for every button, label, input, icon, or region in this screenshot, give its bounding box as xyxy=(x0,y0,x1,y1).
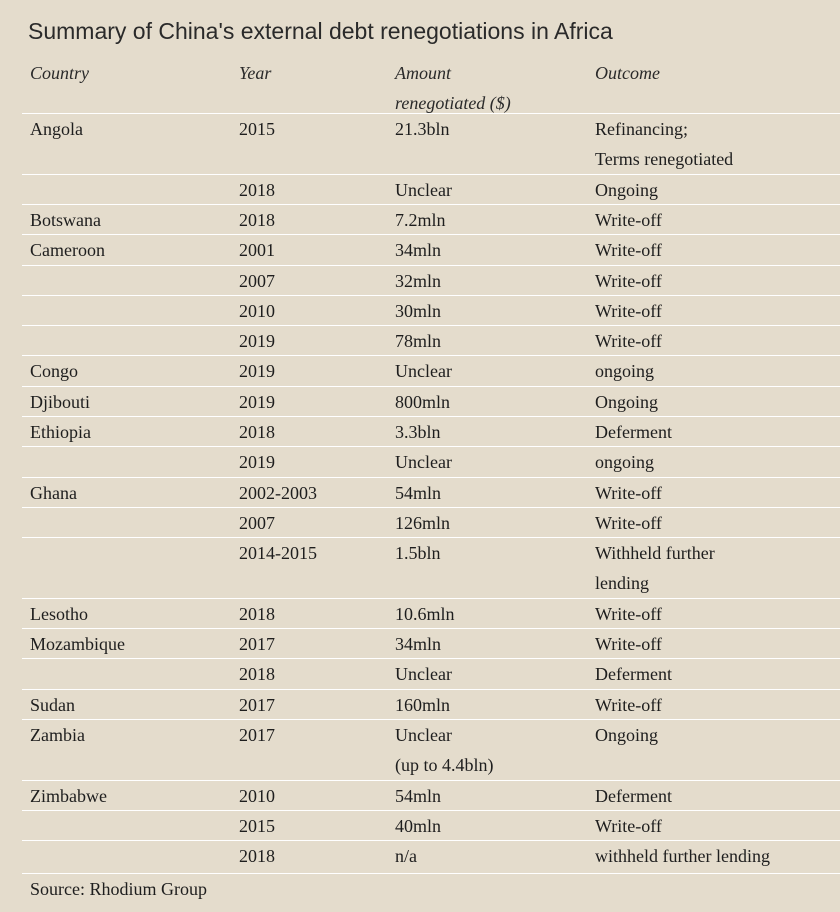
cell-outcome-line: ongoing xyxy=(595,452,655,473)
table-row xyxy=(22,325,840,356)
cell-outcome-line: lending xyxy=(595,573,649,594)
cell-outcome-line: Deferment xyxy=(595,785,672,806)
cell-year: 2007 xyxy=(239,270,275,291)
source-note: Source: Rhodium Group xyxy=(30,879,207,899)
cell-country: Ghana xyxy=(30,482,77,503)
table-row xyxy=(22,204,840,235)
cell-outcome-line: Withheld further xyxy=(595,543,715,564)
table-row xyxy=(22,234,840,265)
cell-amount-line: 30mln xyxy=(395,300,442,321)
cell-amount xyxy=(395,235,441,265)
cell-outcome xyxy=(595,114,733,174)
table-row xyxy=(22,174,840,205)
cell-outcome-line: Write-off xyxy=(595,512,662,533)
cell-year: 2018 xyxy=(239,209,275,230)
header-country: Country xyxy=(30,63,90,83)
table-row xyxy=(22,810,840,841)
cell-outcome-line: Write-off xyxy=(595,270,662,291)
cell-year: 2017 xyxy=(239,725,275,745)
cell-amount xyxy=(395,659,452,689)
cell-country: Ethiopia xyxy=(30,422,91,442)
cell-country: Botswana xyxy=(30,209,101,230)
cell-outcome xyxy=(595,326,662,356)
cell-outcome-line: Ongoing xyxy=(595,725,658,745)
cell-year: 2017 xyxy=(239,694,275,715)
cell-year: 2018 xyxy=(239,664,275,685)
cell-amount-line: Unclear xyxy=(395,361,452,382)
table-row xyxy=(22,446,840,477)
cell-outcome xyxy=(595,235,662,265)
cell-country: Mozambique xyxy=(30,634,125,655)
cell-amount xyxy=(395,599,455,629)
cell-amount xyxy=(395,478,441,508)
cell-year: 2019 xyxy=(239,331,275,352)
cell-amount-line: 800mln xyxy=(395,391,451,412)
table-row xyxy=(22,295,840,326)
cell-amount xyxy=(395,811,441,841)
table-row xyxy=(22,598,840,629)
cell-amount xyxy=(395,508,450,538)
cell-outcome xyxy=(595,659,672,689)
table-row xyxy=(22,355,840,386)
cell-year: 2018 xyxy=(239,846,275,867)
cell-amount-line: (up to 4.4bln) xyxy=(395,755,494,775)
cell-outcome xyxy=(595,296,662,326)
cell-amount-line: n/a xyxy=(395,846,417,867)
cell-amount-line: 32mln xyxy=(395,270,442,291)
cell-amount xyxy=(395,720,494,780)
table-row xyxy=(22,658,840,689)
cell-amount-line: Unclear xyxy=(395,664,452,685)
cell-year: 2018 xyxy=(239,179,275,200)
cell-amount-line: 3.3bln xyxy=(395,422,441,442)
cell-amount-line: 78mln xyxy=(395,331,442,352)
cell-amount-line: 54mln xyxy=(395,482,442,503)
table-row xyxy=(22,113,840,175)
cell-amount xyxy=(395,538,441,568)
cell-country: Cameroon xyxy=(30,240,105,261)
cell-outcome xyxy=(595,417,672,447)
cell-outcome-line: Write-off xyxy=(595,694,662,715)
cell-amount xyxy=(395,175,452,205)
cell-country: Lesotho xyxy=(30,603,88,624)
table-row xyxy=(22,265,840,296)
cell-outcome-line: Write-off xyxy=(595,300,662,321)
cell-outcome-line: Refinancing; xyxy=(595,119,688,139)
cell-outcome xyxy=(595,205,662,235)
cell-outcome xyxy=(595,387,658,417)
cell-amount-line: Unclear xyxy=(395,452,452,473)
cell-amount-line: Unclear xyxy=(395,725,452,745)
header-amount-line2: renegotiated ($) xyxy=(395,93,511,113)
header-year: Year xyxy=(239,63,272,83)
cell-outcome xyxy=(595,781,672,811)
table-row xyxy=(22,507,840,538)
cell-country: Sudan xyxy=(30,694,75,715)
cell-amount-line: 54mln xyxy=(395,785,442,806)
cell-country: Congo xyxy=(30,361,79,382)
cell-outcome-line: Ongoing xyxy=(595,179,658,200)
table-row xyxy=(22,719,840,781)
cell-amount xyxy=(395,417,441,447)
cell-outcome-line: Write-off xyxy=(595,240,662,261)
cell-outcome-line: Deferment xyxy=(595,664,672,685)
cell-year: 2019 xyxy=(239,361,275,382)
header-amount xyxy=(395,58,511,118)
cell-outcome xyxy=(595,356,654,386)
cell-amount-line: 34mln xyxy=(395,634,442,655)
cell-amount xyxy=(395,266,441,296)
cell-year: 2010 xyxy=(239,785,275,806)
cell-outcome-line: withheld further lending xyxy=(595,846,770,867)
cell-outcome-line: ongoing xyxy=(595,361,655,382)
cell-outcome xyxy=(595,720,658,750)
cell-outcome xyxy=(595,478,662,508)
table-row xyxy=(22,689,840,720)
cell-outcome-line: Write-off xyxy=(595,482,662,503)
cell-amount xyxy=(395,387,450,417)
table-row xyxy=(22,780,840,811)
cell-amount xyxy=(395,841,417,871)
cell-year: 2018 xyxy=(239,422,275,442)
cell-outcome-line: Ongoing xyxy=(595,391,658,412)
cell-amount-line: Unclear xyxy=(395,179,452,200)
cell-outcome xyxy=(595,447,654,477)
cell-year: 2015 xyxy=(239,119,275,139)
cell-outcome-line: Deferment xyxy=(595,422,672,442)
cell-year: 2015 xyxy=(239,815,275,836)
cell-amount xyxy=(395,114,450,144)
cell-outcome xyxy=(595,629,662,659)
cell-amount xyxy=(395,690,450,720)
cell-amount-line: 40mln xyxy=(395,815,442,836)
cell-outcome-line: Write-off xyxy=(595,815,662,836)
cell-year: 2019 xyxy=(239,391,275,412)
cell-outcome-line: Write-off xyxy=(595,634,662,655)
cell-amount-line: 160mln xyxy=(395,694,451,715)
cell-amount xyxy=(395,296,441,326)
cell-outcome xyxy=(595,538,715,598)
table-title: Summary of China's external debt renegotiations in Africa xyxy=(28,18,613,44)
cell-outcome xyxy=(595,266,662,296)
cell-year: 2017 xyxy=(239,634,275,655)
cell-year: 2001 xyxy=(239,240,275,261)
cell-outcome xyxy=(595,508,662,538)
cell-outcome-line: Write-off xyxy=(595,331,662,352)
cell-outcome xyxy=(595,811,662,841)
cell-year: 2019 xyxy=(239,452,275,473)
header-amount-line1: Amount xyxy=(395,63,451,83)
cell-amount xyxy=(395,205,446,235)
table-row xyxy=(22,537,840,599)
table-row xyxy=(22,477,840,508)
cell-country: Djibouti xyxy=(30,391,91,412)
cell-outcome-line: Write-off xyxy=(595,209,662,230)
table-row xyxy=(22,628,840,659)
cell-amount xyxy=(395,781,441,811)
cell-amount-line: 21.3bln xyxy=(395,119,450,139)
cell-amount xyxy=(395,447,452,477)
cell-year: 2002-2003 xyxy=(239,482,317,503)
cell-outcome xyxy=(595,841,770,871)
cell-outcome xyxy=(595,175,658,205)
table-row xyxy=(22,386,840,417)
header-outcome: Outcome xyxy=(595,63,660,83)
table-row xyxy=(22,840,840,871)
cell-amount-line: 126mln xyxy=(395,512,451,533)
cell-year: 2018 xyxy=(239,603,275,624)
cell-amount xyxy=(395,326,441,356)
cell-outcome-line: Terms renegotiated xyxy=(595,149,734,169)
cell-country: Angola xyxy=(30,119,83,139)
cell-year: 2010 xyxy=(239,300,275,321)
cell-outcome-line: Write-off xyxy=(595,603,662,624)
cell-amount-line: 10.6mln xyxy=(395,603,455,624)
cell-country: Zambia xyxy=(30,725,85,745)
cell-amount-line: 1.5bln xyxy=(395,543,441,564)
cell-year: 2014-2015 xyxy=(239,543,317,564)
cell-country: Zimbabwe xyxy=(30,785,107,806)
cell-amount-line: 7.2mln xyxy=(395,209,446,230)
cell-amount xyxy=(395,356,452,386)
cell-year: 2007 xyxy=(239,512,275,533)
table-row xyxy=(22,416,840,447)
cell-amount-line: 34mln xyxy=(395,240,442,261)
cell-amount xyxy=(395,629,441,659)
cell-outcome xyxy=(595,690,662,720)
cell-outcome xyxy=(595,599,662,629)
